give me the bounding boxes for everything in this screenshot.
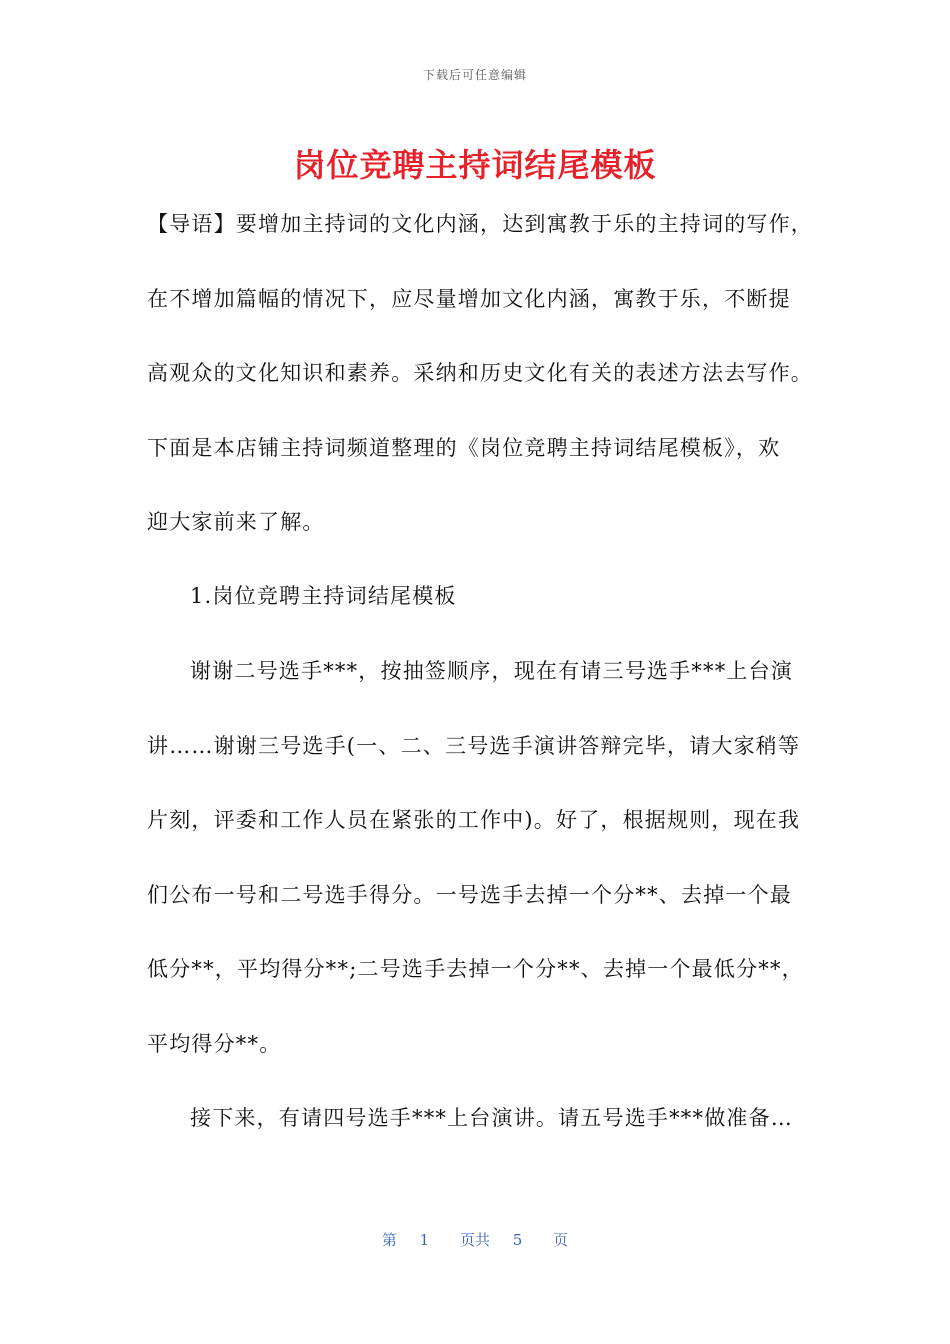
- page-footer: [0, 1229, 950, 1250]
- paragraph-line: 接下来，有请四号选手***上台演讲。请五号选手***做准备…: [190, 1106, 793, 1130]
- footer-suffix: 页: [553, 1231, 569, 1249]
- footer-mid: 页共: [459, 1231, 490, 1249]
- paragraph-line: 【导语】要增加主持词的文化内涵，达到寓教于乐的主持词的写作，: [147, 212, 813, 236]
- footer-prefix: 第: [381, 1231, 397, 1249]
- paragraph-line: 讲……谢谢三号选手(一、二、三号选手演讲答辩完毕，请大家稍等: [147, 734, 801, 758]
- header-note: 下载后可任意编辑: [422, 68, 527, 82]
- paragraph-line: 迎大家前来了解。: [147, 510, 325, 534]
- paragraph-line: 谢谢二号选手***，按抽签顺序，现在有请三号选手***上台演: [190, 659, 793, 683]
- paragraph-line: 片刻，评委和工作人员在紧张的工作中)。好了，根据规则，现在我: [147, 808, 801, 832]
- paragraph-line: 在不增加篇幅的情况下，应尽量增加文化内涵，寓教于乐，不断提: [147, 287, 791, 311]
- paragraph-line: 们公布一号和二号选手得分。一号选手去掉一个分**、去掉一个最: [147, 883, 792, 907]
- section-heading: 1.岗位竞聘主持词结尾模板: [190, 584, 457, 608]
- paragraph-line: 高观众的文化知识和素养。采纳和历史文化有关的表述方法去写作。: [147, 361, 813, 385]
- footer-page-number: 1: [419, 1231, 430, 1249]
- document-title: 岗位竞聘主持词结尾模板: [293, 146, 657, 184]
- paragraph-line: 平均得分**。: [147, 1032, 282, 1056]
- paragraph-line: 低分**，平均得分**;二号选手去掉一个分**、去掉一个最低分**，: [147, 957, 804, 981]
- footer-page-total: 5: [512, 1231, 523, 1249]
- paragraph-line: 下面是本店铺主持词频道整理的《岗位竞聘主持词结尾模板》，欢: [147, 436, 781, 460]
